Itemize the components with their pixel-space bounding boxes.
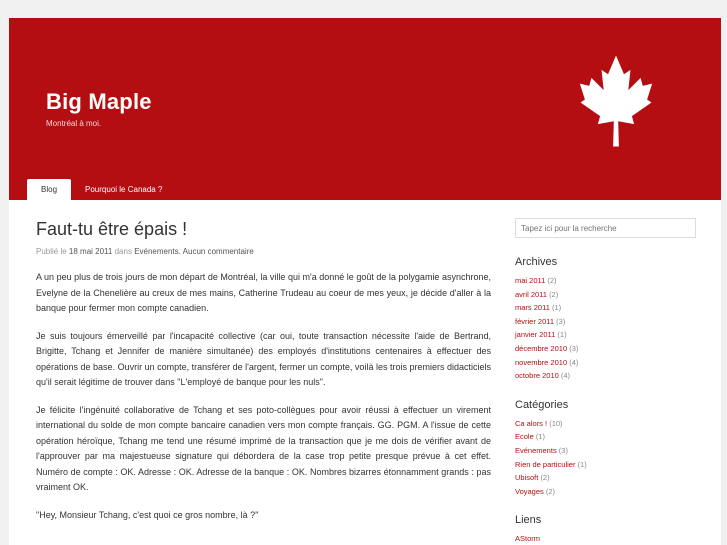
categories-list [515,417,698,499]
main-nav [27,179,176,200]
list-item [515,342,698,356]
maple-leaf-icon [579,54,653,148]
link-item[interactable]: AStorm [515,534,541,544]
links-list [515,532,698,545]
post-date: 18 mai 2011 [68,247,113,256]
nav-tab-blog[interactable]: Blog [27,179,71,200]
list-item [515,315,698,329]
archive-count: (4) [569,357,579,367]
post-paragraph: Je suis toujours émerveillé par l'incapacité collective (car oui, toute transaction nécessite l'aide de Bertrand, Brigitte, Tchang et Jennifer de manière simultanée) des employés d'institutions centenaires à effectuer des opérations de base. Ouvrir un compte, transférer de l'argent, fermer un compte, voilà les trois premiers didacticiels qu'il serait légitime de trouver dans "L'employé de banque pour les nuls". [36,330,491,387]
list-item [515,288,698,302]
site-header [9,18,721,200]
published-prefix: Publié le [36,247,67,256]
list-item [515,417,698,431]
list-item [515,369,698,383]
sidebar [515,218,698,545]
list-item [515,301,698,315]
post-body [36,270,491,523]
list-item [515,471,698,485]
archive-count: (2) [549,289,559,299]
category-count: (1) [577,459,587,469]
categories-widget [515,399,698,499]
archive-link[interactable]: octobre 2010 [515,371,559,381]
archives-title: Archives [515,256,558,268]
post-comments-link[interactable]: Aucun commentaire [182,247,254,256]
main-content [36,219,491,523]
post-paragraph: A un peu plus de trois jours de mon départ de Montréal, la ville qui m'a donné le goût de la polygamie asynchrone, Evelyne de la Chenelière au creux de mes mains, Catherine Trudeau au coeur de mes yeux, je décide d'aller à la banque pour fermer mon compte canadien. [36,272,491,313]
category-link[interactable]: Voyages [515,486,544,496]
archive-link[interactable]: novembre 2010 [515,357,568,367]
archive-count: (1) [551,303,562,313]
site-description: Montréal à moi. [46,119,102,128]
list-item [515,430,698,444]
in-word: dans [114,247,132,256]
links-widget [515,514,698,545]
archive-link[interactable]: décembre 2010 [515,343,568,353]
archive-link[interactable]: février 2011 [515,316,555,326]
post-category-link[interactable]: Evénements [134,247,179,256]
archives-list [515,274,698,383]
archive-count: (1) [557,330,567,340]
archive-count: (3) [569,343,579,353]
archive-link[interactable]: mars 2011 [515,303,550,313]
archive-count: (2) [547,276,557,285]
category-count: (1) [535,432,546,442]
nav-tab-pourquoi-le-canada[interactable]: Pourquoi le Canada ? [85,185,163,194]
list-item [515,274,698,288]
archive-count: (3) [556,316,566,326]
archive-count: (4) [560,371,571,381]
category-link[interactable]: Evénements [515,445,557,455]
archive-link[interactable]: janvier 2011 [515,330,556,340]
meta-separator: . [178,247,181,256]
list-item [515,328,698,342]
list-item [515,356,698,370]
page-container [9,18,721,545]
archives-widget [515,256,698,383]
post-paragraph: "Hey, Monsieur Tchang, c'est quoi ce gros nombre, là ?" [36,509,259,520]
category-link[interactable]: Ubisoft [515,473,539,483]
links-title: Liens [515,514,542,527]
site-title[interactable]: Big Maple [46,89,152,114]
list-item [515,485,698,499]
post-title[interactable]: Faut-tu être épais ! [36,219,188,239]
list-item [515,532,698,545]
category-count: (3) [558,445,568,455]
category-link[interactable]: Rien de particulier [515,459,576,469]
post-meta [36,247,491,256]
post-paragraph: Je félicite l'ingénuité collaborative de Tchang et ses poto-collègues pour avoir réussi à effectuer un virement international du solde de mon compte bancaire canadien vers mon compte français. GG. PGM. A l'issue de cette opération héroïque, Tchang me tend une résumé imprimé de la transaction que je me dois de vérifier avant de l'approuver par ma majestueuse signature qui débordera de la case trop petite presque prévue à cet effet. Numéro de compte : OK. Adresse : OK. Adresse de la banque : OK. Nombres bizarres étonnamment grands : pas vraiment OK. [36,404,491,492]
categories-title: Catégories [515,398,569,411]
category-link[interactable]: Ca alors ! [515,418,548,428]
archive-link[interactable]: mai 2011 [515,276,546,285]
search-input[interactable] [515,218,696,238]
category-count: (2) [540,473,550,483]
category-link[interactable]: Ecole [515,432,534,442]
list-item [515,458,698,472]
category-count: (10) [549,418,563,428]
category-count: (2) [545,486,556,496]
list-item [515,444,698,458]
archive-link[interactable]: avril 2011 [515,289,547,299]
